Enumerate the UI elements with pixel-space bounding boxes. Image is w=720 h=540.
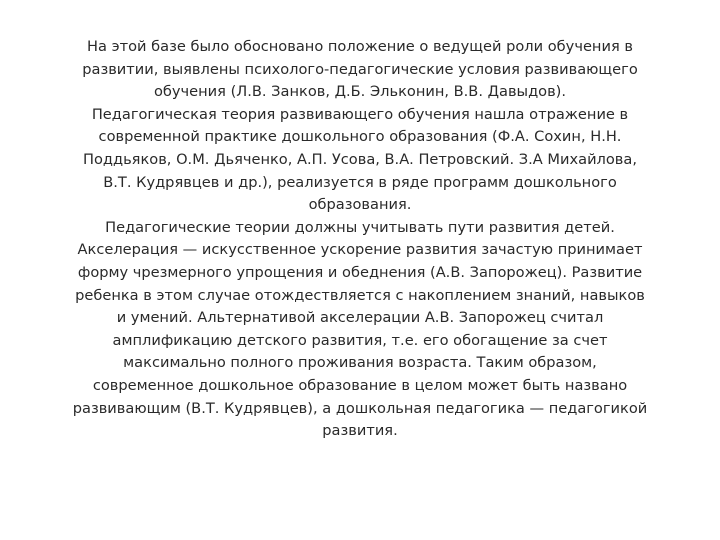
text-line: образования. (308, 196, 412, 214)
text-line: ребенка в этом случае отождествляется с накоплением знаний, навыков (75, 286, 645, 304)
text-line: современной практике дошкольного образования (Ф.А. Сохин, Н.Н. (98, 128, 622, 146)
text-line: развития. (322, 422, 398, 440)
text-line: Акселерация — искусственное ускорение развития зачастую принимает (77, 241, 643, 259)
text-line: На этой базе было обосновано положение о ведущей роли обучения в (87, 38, 633, 55)
text-line: развивающим (В.Т. Кудрявцев), а дошкольная педагогика — педагогикой (72, 399, 648, 417)
text-line: В.Т. Кудрявцев и др.), реализуется в ряде программ дошкольного (103, 173, 617, 191)
text-line: обучения (Л.В. Занков, Д.Б. Эльконин, В.В. Давыдов). (153, 83, 567, 101)
text-line: форму чрезмерного упрощения и обеднения (А.В. Запорожец). Развитие (77, 263, 643, 281)
text-line: максимально полного проживания возраста. Таким образом, (123, 354, 597, 372)
text-line: современное дошкольное образование в целом может быть названо (92, 376, 628, 394)
text-line: Поддьяков, О.М. Дьяченко, А.П. Усова, В.А. Петровский. З.А Михайлова, (82, 150, 637, 168)
text-line: развитии, выявлены психолого-педагогические условия развивающего (82, 60, 638, 78)
text-line: и умений. Альтернативой акселерации А.В. Запорожец считал (116, 309, 604, 327)
body-text (22, 36, 698, 443)
text-line: амплификацию детского развития, т.е. его обогащение за счет (112, 331, 608, 349)
text-line: Педагогические теории должны учитывать пути развития детей. (105, 218, 615, 236)
text-line: Педагогическая теория развивающего обучения нашла отражение в (91, 105, 629, 123)
